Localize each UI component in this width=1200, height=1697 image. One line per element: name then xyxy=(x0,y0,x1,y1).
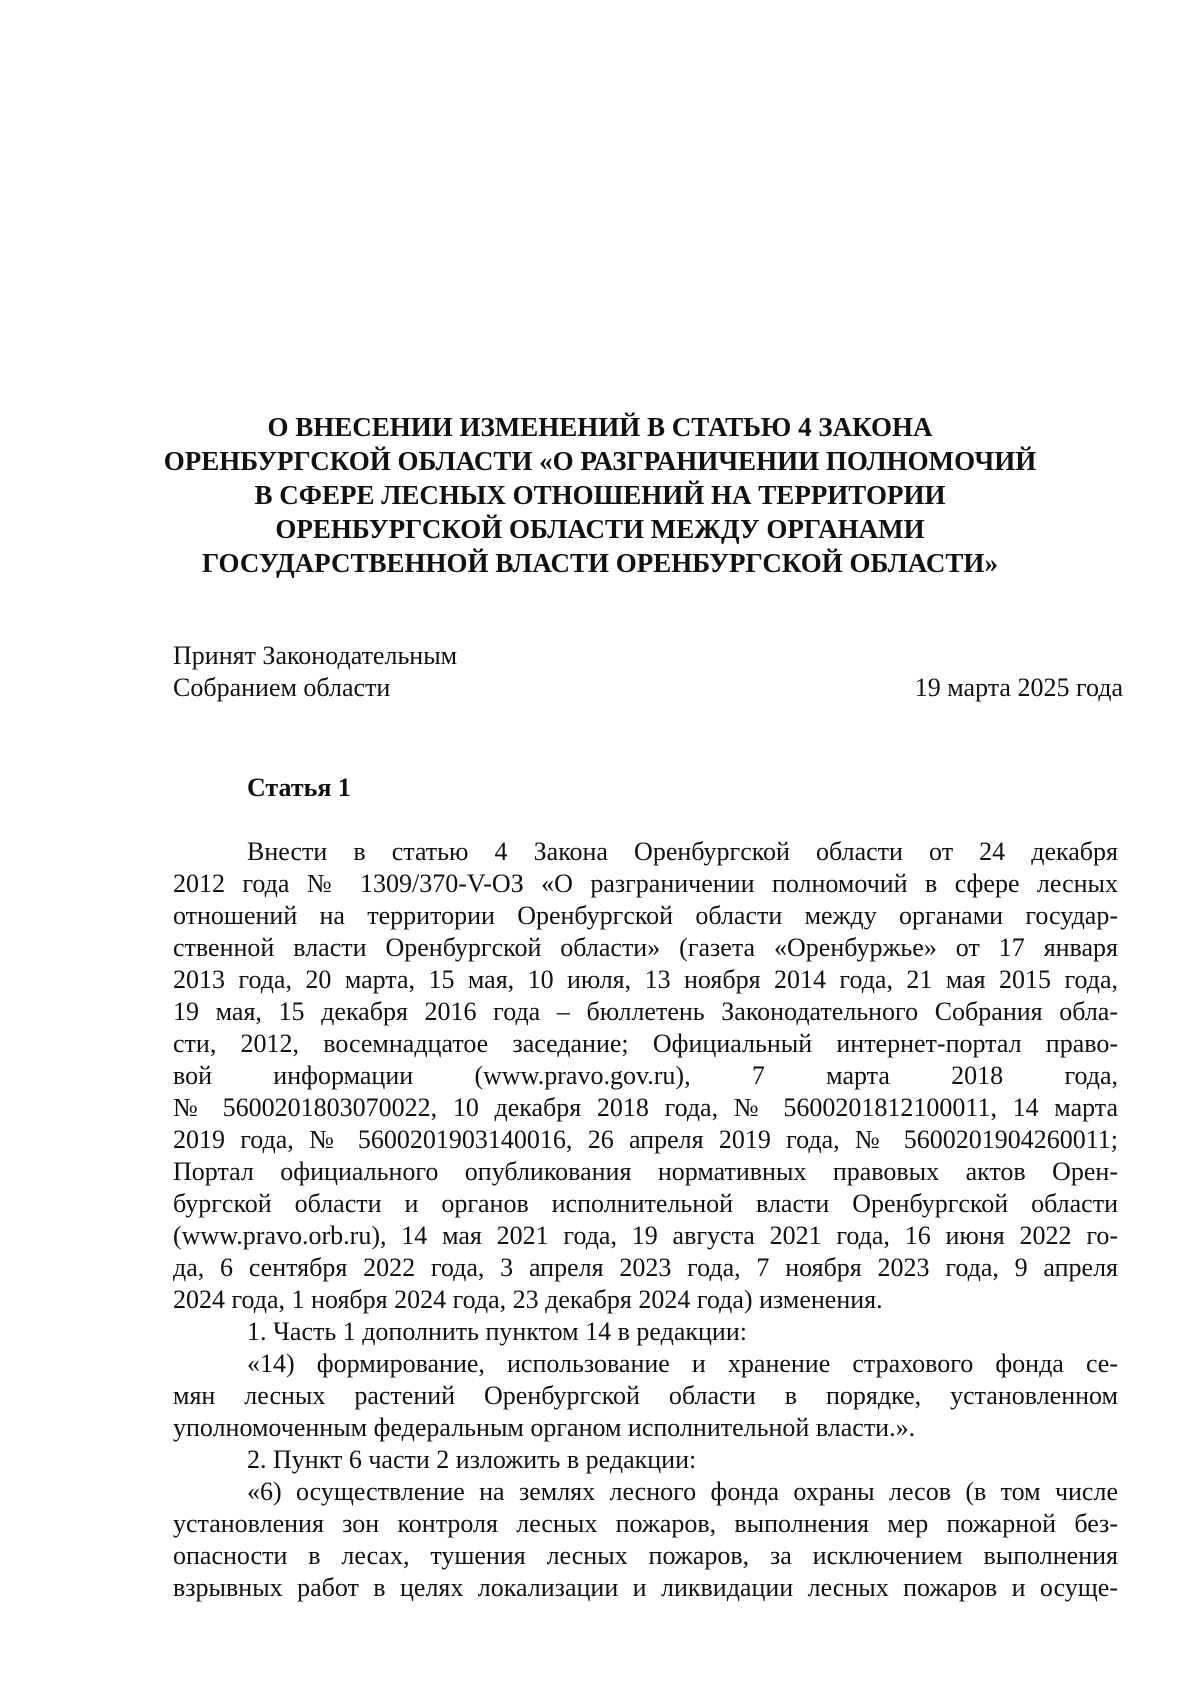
body-line: бургской области и органов исполнительной власти Оренбургской области xyxy=(173,1189,1118,1218)
body-line: 1. Часть 1 дополнить пунктом 14 в редакции: xyxy=(247,1317,747,1346)
body-line: мян лесных растений Оренбургской области в порядке, установленном xyxy=(173,1381,1118,1410)
body-line: отношений на территории Оренбургской области между органами государ- xyxy=(173,901,1118,930)
adoption-line-2: Собранием области xyxy=(173,673,391,702)
law-title-line: О ВНЕСЕНИИ ИЗМЕНЕНИЙ В СТАТЬЮ 4 ЗАКОНА xyxy=(267,412,933,442)
law-title xyxy=(150,410,1050,580)
article-heading: Статья 1 xyxy=(247,773,351,802)
law-title-line: ГОСУДАРСТВЕННОЙ ВЛАСТИ ОРЕНБУРГСКОЙ ОБЛАСТИ» xyxy=(202,548,998,578)
body-line: № 5600201803070022, 10 декабря 2018 года, № 5600201812100011, 14 марта xyxy=(173,1093,1118,1122)
body-line: вой информации (www.pravo.gov.ru), 7 марта 2018 года, xyxy=(173,1061,1118,1090)
body-line: уполномоченным федеральным органом исполнительной власти.». xyxy=(173,1413,916,1442)
body-line: установления зон контроля лесных пожаров, выполнения мер пожарной без- xyxy=(173,1509,1118,1538)
body-line: да, 6 сентября 2022 года, 3 апреля 2023 года, 7 ноября 2023 года, 9 апреля xyxy=(173,1253,1118,1282)
body-line: ственной власти Оренбургской области» (газета «Оренбуржье» от 17 января xyxy=(173,933,1118,962)
body-line: «6) осуществление на землях лесного фонда охраны лесов (в том числе xyxy=(247,1477,1118,1506)
adoption-date: 19 марта 2025 года xyxy=(914,673,1123,702)
body-line: 2013 года, 20 марта, 15 мая, 10 июля, 13 ноября 2014 года, 21 мая 2015 года, xyxy=(173,965,1118,994)
body-line: 2024 года, 1 ноября 2024 года, 23 декабря 2024 года) изменения. xyxy=(173,1285,883,1314)
body-line: Портал официального опубликования нормативных правовых актов Орен- xyxy=(173,1157,1118,1186)
body-line: 2. Пункт 6 части 2 изложить в редакции: xyxy=(247,1445,697,1474)
body-line: Внести в статью 4 Закона Оренбургской области от 24 декабря xyxy=(247,837,1118,866)
law-title-line: ОРЕНБУРГСКОЙ ОБЛАСТИ «О РАЗГРАНИЧЕНИИ ПОЛНОМОЧИЙ xyxy=(163,446,1037,476)
body-line: «14) формирование, использование и хранение страхового фонда се- xyxy=(247,1349,1118,1378)
body-line: 2019 года, № 5600201903140016, 26 апреля 2019 года, № 5600201904260011; xyxy=(173,1125,1118,1154)
body-line: сти, 2012, восемнадцатое заседание; Официальный интернет-портал право- xyxy=(173,1029,1118,1058)
adoption-line-1: Принят Законодательным xyxy=(173,641,458,670)
body-line: 2012 года № 1309/370-V-ОЗ «О разграничении полномочий в сфере лесных xyxy=(173,869,1118,898)
article-body xyxy=(173,836,1118,1604)
adoption-block xyxy=(173,640,1123,704)
law-title-line: В СФЕРЕ ЛЕСНЫХ ОТНОШЕНИЙ НА ТЕРРИТОРИИ xyxy=(254,480,946,510)
law-title-line: ОРЕНБУРГСКОЙ ОБЛАСТИ МЕЖДУ ОРГАНАМИ xyxy=(275,514,925,544)
body-line: взрывных работ в целях локализации и ликвидации лесных пожаров и осуще- xyxy=(173,1573,1118,1602)
body-line: опасности в лесах, тушения лесных пожаров, за исключением выполнения xyxy=(173,1541,1118,1570)
body-line: (www.pravo.orb.ru), 14 мая 2021 года, 19 августа 2021 года, 16 июня 2022 го- xyxy=(173,1221,1118,1250)
body-line: 19 мая, 15 декабря 2016 года – бюллетень Законодательного Собрания обла- xyxy=(173,997,1118,1026)
